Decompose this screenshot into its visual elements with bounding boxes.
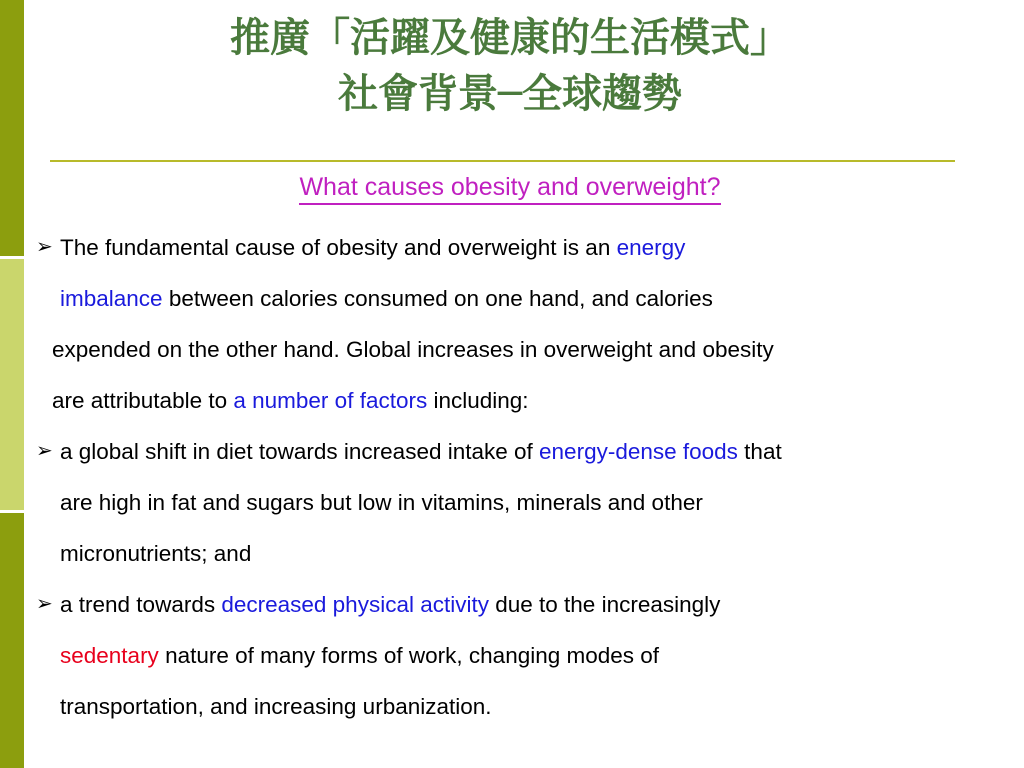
slide-title [40,10,980,122]
arrow-right-icon: ➢ [36,236,53,258]
bullet-1-line-1: The fundamental cause of obesity and overweight is an energy [60,235,686,260]
highlight-sedentary: sedentary [60,643,159,668]
side-decoration-bar [0,0,24,768]
highlight-number-of-factors: a number of factors [233,388,428,413]
bullet-3-line-2: sedentary nature of many forms of work, changing modes of [60,643,660,668]
slide-body [36,222,996,732]
highlight-imbalance: imbalance [60,286,163,311]
bullet-2-line-3: micronutrients; and [60,541,252,566]
bullet-item-2 [36,426,996,579]
bullet-3-line-3: transportation, and increasing urbanization. [60,694,492,719]
highlight-energy-dense-foods: energy-dense foods [539,439,738,464]
bullet-1-line-4: are attributable to a number of factors including: [52,388,529,413]
subtitle-container [30,171,990,205]
bullet-item-1 [36,222,996,426]
side-bar-segment [0,0,24,256]
highlight-decreased-physical-activity: decreased physical activity [221,592,489,617]
arrow-right-icon: ➢ [36,593,53,615]
bullet-3-line-1: a trend towards decreased physical activity due to the increasingly [60,592,721,617]
subtitle-link[interactable]: What causes obesity and overweight? [299,171,720,205]
title-line-1: 推廣「活躍及健康的生活模式」 [230,14,790,61]
title-line-2: 社會背景─全球趨勢 [337,70,683,117]
highlight-energy: energy [616,235,686,260]
bullet-1-line-2: imbalance between calories consumed on one hand, and calories [60,286,713,311]
side-bar-segment [0,513,24,768]
arrow-right-icon: ➢ [36,440,53,462]
bullet-1-line-3: expended on the other hand. Global increases in overweight and obesity [52,337,774,362]
bullet-2-line-1: a global shift in diet towards increased intake of energy-dense foods that [60,439,782,464]
bullet-2-line-2: are high in fat and sugars but low in vitamins, minerals and other [60,490,703,515]
side-bar-segment [0,259,24,510]
bullet-item-3 [36,579,996,732]
title-divider [50,160,955,162]
